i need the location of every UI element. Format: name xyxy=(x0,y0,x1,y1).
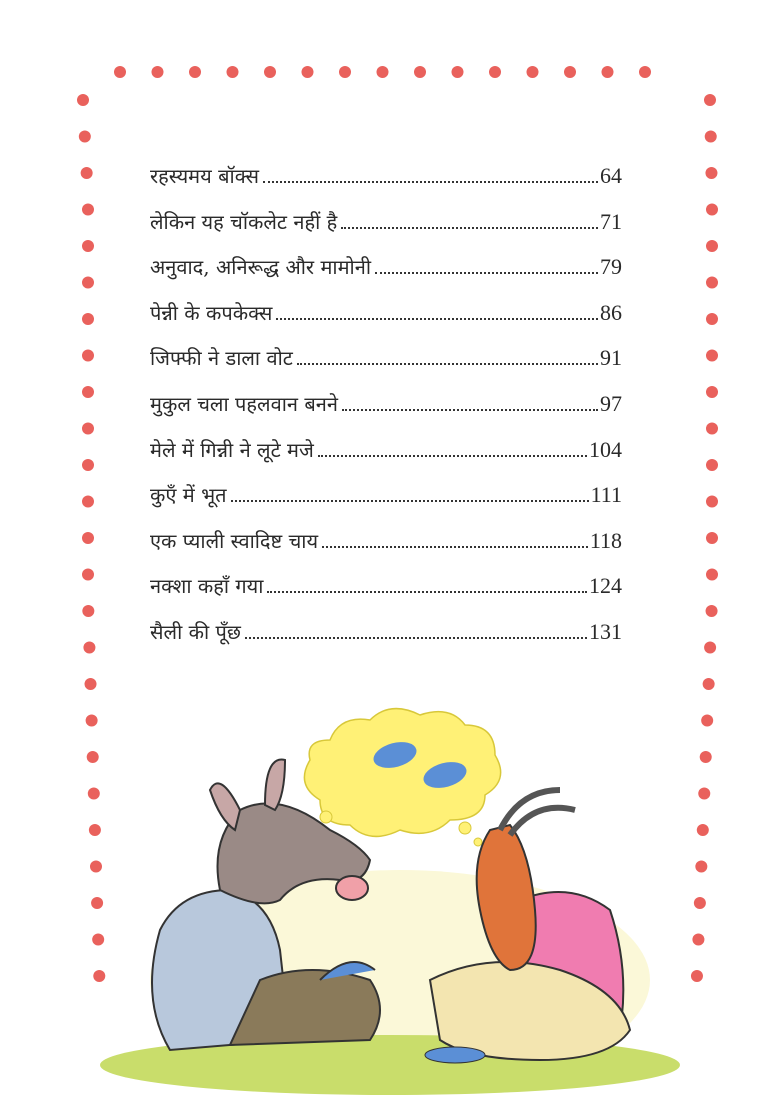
illustration-donkey-and-goat xyxy=(100,700,700,1100)
toc-title: पेन्नी के कपकेक्स xyxy=(150,300,273,325)
border-dot xyxy=(706,532,718,544)
toc-title: मेले में गिन्नी ने लूटे मजे xyxy=(150,437,314,462)
toc-page-number: 97 xyxy=(600,390,622,416)
toc-entry[interactable] xyxy=(150,481,622,527)
border-dot xyxy=(88,788,100,800)
border-dot xyxy=(152,66,164,78)
toc-entry[interactable] xyxy=(150,527,622,573)
dot-leader xyxy=(297,363,598,365)
border-dot xyxy=(82,204,94,216)
toc-page-number: 79 xyxy=(600,254,622,280)
border-dot xyxy=(452,66,464,78)
dot-leader xyxy=(276,318,598,320)
dot-leader xyxy=(375,272,598,274)
toc-title: नक्शा कहाँ गया xyxy=(150,574,264,599)
toc-page-number: 86 xyxy=(600,299,622,325)
border-dot xyxy=(706,386,718,398)
border-dot xyxy=(82,386,94,398)
dot-leader xyxy=(322,546,588,548)
border-dot xyxy=(705,131,717,143)
toc-entry[interactable] xyxy=(150,208,622,254)
toc-title: अनुवाद, अनिरूद्ध और मामोनी xyxy=(150,255,372,280)
toc-page-number: 104 xyxy=(589,436,622,462)
border-dot xyxy=(706,277,718,289)
toc-entry[interactable] xyxy=(150,572,622,618)
toc-page-number: 124 xyxy=(589,573,622,599)
toc-entry[interactable] xyxy=(150,436,622,482)
border-dot xyxy=(82,496,94,508)
border-dot xyxy=(698,788,710,800)
toc-title: कुएँ में भूत xyxy=(150,483,227,508)
border-dot xyxy=(82,459,94,471)
dot-leader xyxy=(231,500,589,502)
sandal-icon xyxy=(425,1047,485,1063)
border-dot xyxy=(82,313,94,325)
dot-leader xyxy=(341,227,598,229)
border-dot xyxy=(82,569,94,581)
border-dot xyxy=(86,715,98,727)
toc-page-number: 131 xyxy=(589,618,622,644)
toc-entry[interactable] xyxy=(150,618,622,664)
toc-entry[interactable] xyxy=(150,344,622,390)
toc-title: एक प्याली स्वादिष्ट चाय xyxy=(150,528,319,553)
toc-entry[interactable] xyxy=(150,253,622,299)
border-dot xyxy=(706,350,718,362)
dot-leader xyxy=(267,591,587,593)
border-dot xyxy=(705,167,717,179)
border-dot xyxy=(706,313,718,325)
border-dot xyxy=(377,66,389,78)
border-dot xyxy=(706,605,718,617)
toc-page-number: 64 xyxy=(600,163,622,188)
toc-page-number: 118 xyxy=(589,527,622,553)
dot-leader xyxy=(342,409,598,411)
border-dot xyxy=(302,66,314,78)
border-dot xyxy=(264,66,276,78)
border-dot xyxy=(82,277,94,289)
border-dot xyxy=(489,66,501,78)
border-dot xyxy=(114,66,126,78)
border-dot xyxy=(706,459,718,471)
border-dot xyxy=(82,532,94,544)
toc-page-number: 71 xyxy=(600,208,622,234)
border-dot xyxy=(602,66,614,78)
border-dot xyxy=(82,605,94,617)
dot-leader xyxy=(245,637,587,639)
border-dot xyxy=(700,751,712,763)
border-dot xyxy=(414,66,426,78)
border-dot xyxy=(639,66,651,78)
border-dot xyxy=(82,423,94,435)
border-dot xyxy=(564,66,576,78)
border-dot xyxy=(189,66,201,78)
border-dot xyxy=(706,240,718,252)
thought-bubble xyxy=(300,709,501,846)
border-dot xyxy=(82,240,94,252)
border-dot xyxy=(706,204,718,216)
toc-entry[interactable] xyxy=(150,162,622,208)
border-dot xyxy=(704,94,716,106)
border-dot xyxy=(701,715,713,727)
table-of-contents xyxy=(150,162,622,664)
border-dot xyxy=(339,66,351,78)
toc-page-number: 111 xyxy=(590,482,622,508)
border-dot xyxy=(227,66,239,78)
toc-entry[interactable] xyxy=(150,299,622,345)
toc-title: मुकुल चला पहलवान बनने xyxy=(150,391,338,416)
border-dot xyxy=(706,569,718,581)
border-dot xyxy=(77,94,89,106)
border-dot xyxy=(527,66,539,78)
toc-title: रहस्यमय बॉक्स xyxy=(150,164,259,188)
dot-leader xyxy=(263,181,598,183)
dot-leader xyxy=(318,455,587,457)
border-dot xyxy=(704,642,716,654)
toc-title: लेकिन यह चॉकलेट नहीं है xyxy=(150,209,338,234)
border-dot xyxy=(87,751,99,763)
border-dot xyxy=(85,678,97,690)
toc-title: सैली की पूँछ xyxy=(150,619,241,644)
border-dot xyxy=(706,423,718,435)
border-dot xyxy=(82,350,94,362)
toc-title: जिफ्फी ने डाला वोट xyxy=(150,346,293,371)
toc-entry[interactable] xyxy=(150,390,622,436)
border-dot xyxy=(79,131,91,143)
border-dot xyxy=(81,167,93,179)
border-dot xyxy=(706,496,718,508)
border-dot xyxy=(703,678,715,690)
border-dot xyxy=(83,642,95,654)
toc-page-number: 91 xyxy=(600,345,622,371)
